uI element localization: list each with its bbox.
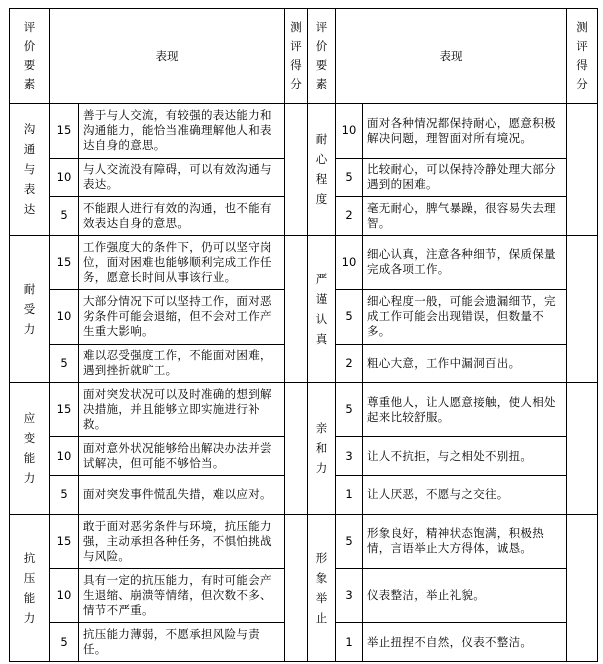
performance-description: 面对突发状况可以及时准确的想到解决措施，并且能够立即实施进行补救。: [79, 383, 285, 437]
category-label: 沟通与表达: [23, 122, 36, 217]
score-value: 5: [50, 623, 79, 662]
score-value: 15: [50, 383, 79, 437]
performance-description: 面对突发事件慌乱失措，难以应对。: [79, 475, 285, 514]
performance-description: 让人不抗拒，与之相处不别扭。: [363, 437, 567, 476]
score-value: 5: [336, 383, 363, 437]
score-value: 2: [336, 197, 363, 236]
score-entry-cell[interactable]: [567, 104, 598, 235]
evaluation-table: [9, 8, 598, 662]
score-value: 3: [336, 437, 363, 476]
performance-description: 让人厌恶，不愿与之交往。: [363, 475, 567, 514]
performance-description: 抗压能力薄弱，不愿承担风险与责任。: [79, 623, 285, 662]
score-entry-cell[interactable]: [567, 514, 598, 662]
score-value: 5: [50, 197, 79, 236]
score-value: 10: [50, 158, 79, 197]
performance-description: 具有一定的抗压能力，有时可能会产生退缩、崩溃等情绪，但次数不多、情节不严重。: [79, 568, 285, 622]
score-value: 10: [50, 568, 79, 622]
performance-description: 举止扭捏不自然，仪表不整洁。: [363, 623, 567, 662]
performance-description: 面对意外状况能够给出解决办法并尝试解决，但可能不够恰当。: [79, 437, 285, 476]
category-patience: [308, 104, 336, 235]
score-value: 10: [50, 290, 79, 344]
category-label: 抗压能力: [23, 550, 36, 625]
score-value: 10: [336, 104, 363, 158]
score-entry-cell[interactable]: [285, 104, 308, 235]
performance-description: 面对各种情况都保持耐心，愿意积极解决问题，理智面对所有境况。: [363, 104, 567, 158]
score-value: 2: [336, 344, 363, 383]
performance-description: 不能跟人进行有效的沟通，也不能有效表达自身的意思。: [79, 197, 285, 236]
score-value: 1: [336, 623, 363, 662]
score-entry-cell[interactable]: [567, 383, 598, 514]
performance-description: 尊重他人，让人愿意接触，使人相处起来比较舒服。: [363, 383, 567, 437]
category-label: 应变能力: [23, 411, 36, 486]
category-label: 耐受力: [23, 281, 36, 336]
score-value: 15: [50, 514, 79, 568]
score-value: 15: [50, 104, 79, 158]
header-category-left: 评价要素: [10, 9, 50, 104]
category-label: 严谨认真: [315, 271, 328, 346]
score-value: 5: [336, 514, 363, 568]
performance-description: 敢于面对恶劣条件与环境，抗压能力强，主动承担各种任务，不惧怕挑战与风险。: [79, 514, 285, 568]
score-value: 5: [336, 290, 363, 344]
table-row: [10, 383, 598, 437]
category-rigor: [308, 235, 336, 382]
score-entry-cell[interactable]: [285, 514, 308, 662]
header-category-right: 评价要素: [308, 9, 336, 104]
table-row: [10, 235, 598, 289]
header-score-right: 测评得分: [567, 9, 598, 104]
score-value: 10: [336, 235, 363, 289]
performance-description: 难以忍受强度工作，不能面对困难，遇到挫折就旷工。: [79, 344, 285, 383]
performance-description: 形象良好，精神状态饱满，积极热情，言语举止大方得体，诚恳。: [363, 514, 567, 568]
score-value: 3: [336, 568, 363, 622]
category-label: 亲和力: [315, 421, 328, 476]
performance-description: 比较耐心，可以保持冷静处理大部分遇到的困难。: [363, 158, 567, 197]
score-entry-cell[interactable]: [285, 383, 308, 514]
category-stress: [10, 514, 50, 662]
performance-description: 粗心大意，工作中漏洞百出。: [363, 344, 567, 383]
score-value: 5: [50, 475, 79, 514]
score-value: 10: [50, 437, 79, 476]
category-communication: [10, 104, 50, 235]
score-value: 5: [50, 344, 79, 383]
performance-description: 大部分情况下可以坚持工作，面对恶劣条件可能会退缩，但不会对工作产生重大影响。: [79, 290, 285, 344]
performance-description: 善于与人交流，有较强的表达能力和沟通能力，能恰当准确理解他人和表达自身的意思。: [79, 104, 285, 158]
performance-description: 细心程度一般，可能会遗漏细节，完成工作可能会出现错误，但数量不多。: [363, 290, 567, 344]
performance-description: 仪表整洁，举止礼貌。: [363, 568, 567, 622]
table-row: [10, 104, 598, 158]
category-label: 形象举止: [315, 550, 328, 625]
performance-description: 毫无耐心，脾气暴躁，很容易失去理智。: [363, 197, 567, 236]
performance-description: 细心认真，注意各种细节，保质保量完成各项工作。: [363, 235, 567, 289]
header-performance-left: 表现: [50, 9, 285, 104]
score-value: 15: [50, 235, 79, 289]
header-score-left: 测评得分: [285, 9, 308, 104]
category-label: 耐心程度: [315, 132, 328, 207]
category-endurance: [10, 235, 50, 382]
category-affinity: [308, 383, 336, 514]
table-row: [10, 514, 598, 568]
header-row: [10, 9, 598, 104]
performance-description: 与人交流没有障碍，可以有效沟通与表达。: [79, 158, 285, 197]
score-entry-cell[interactable]: [285, 235, 308, 382]
score-value: 5: [336, 158, 363, 197]
category-adaptability: [10, 383, 50, 514]
header-performance-right: 表现: [336, 9, 567, 104]
category-image: [308, 514, 336, 662]
score-value: 1: [336, 475, 363, 514]
score-entry-cell[interactable]: [567, 235, 598, 382]
performance-description: 工作强度大的条件下，仍可以坚守岗位，面对困难也能够顺利完成工作任务，愿意长时间从事该行业。: [79, 235, 285, 289]
